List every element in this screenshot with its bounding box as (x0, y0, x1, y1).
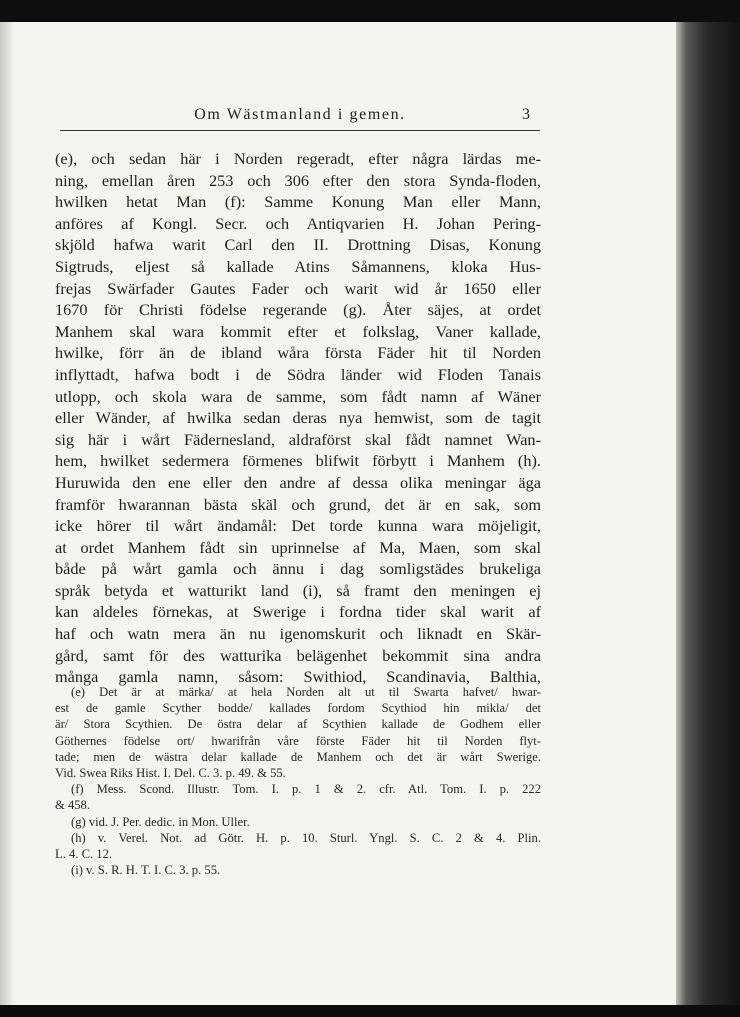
body-line: framför hwarannan bästa skäl och grund, det är en sak, som (55, 494, 541, 514)
body-line: icke hörer til wårt ändamål: Det torde kunna wara möjeligit, (55, 516, 541, 536)
body-line: Huruwida den ene eller den andre af dessa olika meningar äga (55, 472, 541, 492)
footnote-line: (f) Mess. Scond. Illustr. Tom. I. p. 1 & 2. cfr. Atl. Tom. I. p. 222 (71, 782, 541, 797)
body-line: sig här i wårt Fädernesland, aldraförst skal fådt namnet Wan- (55, 429, 541, 449)
footnote-line: & 458. (55, 798, 90, 813)
body-text (55, 148, 541, 688)
scan-border-top (0, 0, 740, 22)
body-line: (e), och sedan här i Norden regeradt, efter några lärdas me- (55, 149, 541, 168)
body-line: ning, emellan åren 253 och 306 efter den stora Synda-floden, (55, 170, 541, 190)
footnote-line: est de gamle Scyther bodde/ kallades fordom Scythiod hin mikla/ det (55, 701, 541, 716)
body-line: hwilken hetat Man (f): Samme Konung Man eller Mann, (55, 192, 541, 212)
body-line: frejas Swärfader Gautes Fader och warit wid år 1650 eller (55, 278, 541, 298)
footnote-line: Göthernes födelse ort/ hwarifrån våre förste Fäder hit til Norden flyt- (55, 733, 541, 748)
body-line: inflyttadt, hafwa bodt i de Södra länder wid Floden Tanais (55, 364, 541, 384)
body-line: at ordet Manhem fådt sin uprinnelse af Ma, Maen, som skal (55, 537, 541, 557)
footnote-line: Vid. Swea Riks Hist. I. Del. C. 3. p. 49. & 55. (55, 765, 286, 780)
body-line: utlopp, och skola wara de samme, som fådt namn af Wäner (55, 386, 541, 406)
running-title: Om Wästmanland i gemen. (194, 106, 406, 123)
body-line: skjöld hafwa warit Carl den II. Drottning Disas, Konung (55, 235, 541, 255)
body-line: många gamla namn, såsom: Swithiod, Scandinavia, Balthia, (55, 667, 541, 687)
footnote-line: (g) vid. J. Per. dedic. in Mon. Uller. (71, 814, 250, 829)
body-line: eller Wänder, af hwilka sedan deras nya hemwist, som de tagit (55, 408, 541, 428)
body-line: hem, hwilket sedermera förmenes blifwit förbytt i Manhem (h). (55, 451, 541, 471)
footnotes (55, 684, 541, 878)
footnote-line: (e) Det är at märka/ at hela Norden alt ut til Swarta hafvet/ hwar- (71, 685, 541, 699)
footnote-line: L. 4. C. 12. (55, 846, 113, 861)
body-line: anföres af Kongl. Secr. och Antiqvarien H. Johan Pering- (55, 213, 541, 233)
body-line: gård, samt för des watturika belägenhet bekommit sina andra (55, 645, 541, 665)
body-line: språk betyda et watturikt land (i), så framt den meningen ej (55, 580, 541, 600)
body-line: Manhem skal wara kommit efter et folkslag, Vaner kallade, (55, 321, 541, 341)
footnote-line: (i) v. S. R. H. T. I. C. 3. p. 55. (71, 863, 221, 878)
book-edge (676, 22, 740, 1005)
footnote-line: (h) v. Verel. Not. ad Götr. H. p. 10. Sturl. Yngl. S. C. 2 & 4. Plin. (71, 830, 541, 845)
body-line: både på wårt gamla och ännu i dag somligstädes brukeliga (55, 559, 541, 579)
page-gutter-shadow (0, 22, 14, 1005)
body-line: Sigtruds, eljest så kallade Atins Såmannens, kloka Hus- (55, 256, 541, 276)
page-header (60, 106, 540, 131)
body-line: haf och watn mera än nu igenomskurit och liknadt en Skär- (55, 624, 541, 644)
body-line: 1670 för Christi födelse regerande (g). Åter säjes, at ordet (55, 300, 541, 320)
scan-border-bottom (0, 1005, 740, 1017)
page-number: 3 (522, 106, 530, 123)
body-line: kan aldeles förnekas, at Swerige i fordna tider skal warit af (55, 602, 541, 622)
footnote-line: tade; men de wästra delar kallade de Manhem och det är wårt Swerige. (55, 749, 541, 764)
body-line: hwilke, förr än de ibland wåra första Fäder hit til Norden (55, 343, 541, 363)
footnote-line: är/ Stora Scythien. De östra delar af Scythien kallade de Godhem eller (55, 717, 541, 732)
